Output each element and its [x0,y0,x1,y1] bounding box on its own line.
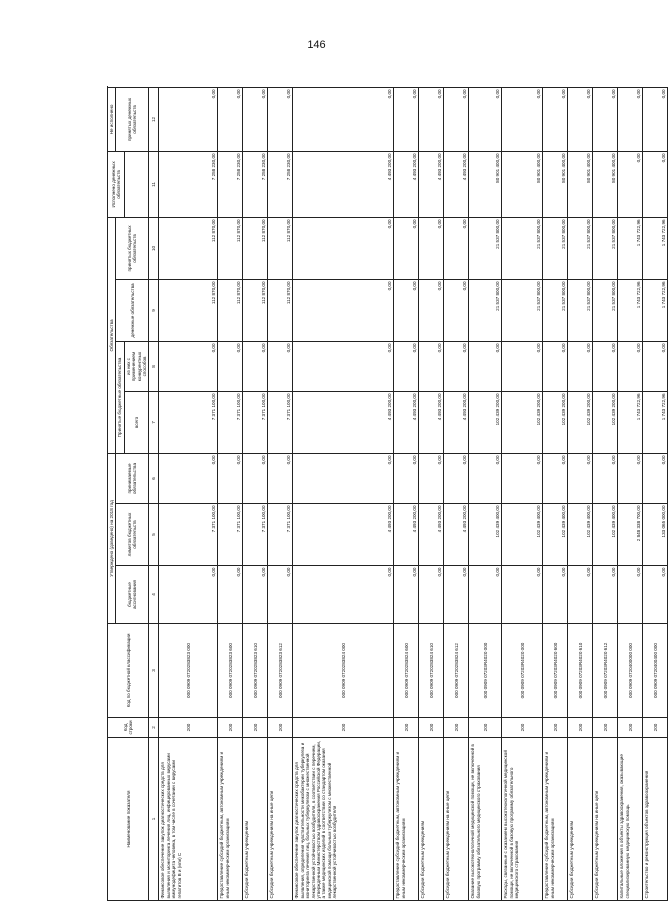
cell-obligation-limits: 4 493 200,00 [444,504,469,566]
cell-accepted-obligations: 0,00 [593,453,618,503]
column-number: 2 [149,718,159,738]
cell-accepted-total: 102 439 200,00 [593,391,618,453]
rotated-table-container [107,88,667,901]
cell-not-executed-monetary: 0,00 [618,87,643,151]
row-kbk: 000 0909 07203R4020 610 [568,624,593,718]
cell-accepted-total: 7 371 100,00 [268,391,293,453]
column-number: 9 [149,279,159,341]
row-name: Субсидии бюджетным учреждениям [419,738,444,901]
cell-budget-allocations: 0,00 [218,566,243,624]
row-kbk: 000 0909 07203R4020 000 [502,624,543,718]
cell-accepted-total: 4 493 200,00 [394,391,419,453]
table-row [502,87,543,900]
row-code: 200 [469,718,502,738]
cell-monetary-obligations: 21 537 800,00 [568,279,593,341]
cell-accepted-obligations: 0,00 [568,453,593,503]
cell-accepted-total: 7 371 100,00 [243,391,268,453]
table-row [593,87,618,900]
cell-monetary-obligations: 112 870,00 [218,279,243,341]
column-number: 5 [149,504,159,566]
cell-budget-allocations: 0,00 [469,566,502,624]
table-row [618,87,643,900]
cell-obligation-limits: 4 493 200,00 [419,504,444,566]
cell-accepted-competitive: 0,00 [618,341,643,391]
cell-budget-allocations: 0,00 [618,566,643,624]
cell-not-executed-accepted: 4 493 200,00 [394,151,419,217]
cell-accepted-competitive: 0,00 [419,341,444,391]
cell-accepted-competitive: 0,00 [444,341,469,391]
cell-accepted-total: 102 439 200,00 [568,391,593,453]
header-name: Наименование показателя [108,738,149,901]
cell-not-executed-accepted: 80 901 400,00 [469,151,502,217]
cell-budget-allocations: 0,00 [159,566,218,624]
row-code: 200 [218,718,243,738]
row-name: Предоставление субсидий бюджетным, автономным учреждениям и иным некоммерческим организациям [218,738,243,901]
cell-monetary-obligations: 21 537 800,00 [593,279,618,341]
header-executed-monetary: Исполнено денежных обязательств [108,151,125,217]
cell-not-executed-monetary: 0,00 [419,87,444,151]
header-kbk: Код по бюджетной классификации [108,624,149,718]
row-code: 200 [568,718,593,738]
cell-accepted-competitive: 0,00 [243,341,268,391]
column-number: 8 [149,341,159,391]
cell-accepted-competitive: 0,00 [643,341,668,391]
row-name: Субсидии бюджетным учреждениям на иные цели [593,738,618,901]
cell-executed-monetary: 21 537 800,00 [593,217,618,279]
table-row [218,87,243,900]
row-name: Строительство и реконструкция объектов здравоохранения [643,738,668,901]
row-kbk: 000 0909 0720400400 000 [643,624,668,718]
row-code: 200 [243,718,268,738]
cell-executed-monetary: 0,00 [293,217,394,279]
table-row [394,87,419,900]
cell-obligation-limits: 102 439 400,00 [469,504,502,566]
row-kbk: 000 0909 0720283824 612 [444,624,469,718]
cell-monetary-obligations: 1 743 722,96 [618,279,643,341]
cell-budget-allocations: 0,00 [502,566,543,624]
cell-monetary-obligations: 1 743 722,96 [643,279,668,341]
row-code: 200 [593,718,618,738]
row-code: 200 [293,718,394,738]
cell-budget-allocations: 0,00 [268,566,293,624]
cell-accepted-competitive: 0,00 [293,341,394,391]
cell-obligation-limits: 2 848 338 700,00 [618,504,643,566]
cell-accepted-competitive: 0,00 [568,341,593,391]
cell-budget-allocations: 0,00 [243,566,268,624]
column-number: 6 [149,453,159,503]
cell-executed-monetary: 0,00 [444,217,469,279]
cell-accepted-obligations: 0,00 [444,453,469,503]
header-not-executed-monetary: принятых денежных обязательств [116,87,149,151]
header-budget-allocations: бюджетные ассигнования [116,566,149,624]
row-name: Капитальные вложения в объекты здравоохранения, оказывающие специализированную медицинскую помощь [618,738,643,901]
header-not-executed-group: Не исполнено [108,87,116,151]
cell-monetary-obligations: 112 870,00 [243,279,268,341]
cell-not-executed-monetary: 0,00 [243,87,268,151]
header-obligations-group: Обязательства [108,217,116,453]
cell-budget-allocations: 0,00 [643,566,668,624]
header-approved-group: Утверждено (доведено) на 2018 год [108,453,116,623]
cell-not-executed-accepted: 0,00 [643,151,668,217]
cell-budget-allocations: 0,00 [568,566,593,624]
header-competitive: из них с применением конкурентных способов [124,341,149,391]
cell-accepted-total: 4 493 200,00 [419,391,444,453]
row-name: Оказание высокотехнологичной медицинской помощи, не включенной в базовую программу обязательного медицинского страхования [469,738,502,901]
cell-executed-monetary: 112 870,00 [243,217,268,279]
row-kbk: 000 0909 07203R4020 612 [593,624,618,718]
row-kbk: 000 0909 0720283823 610 [243,624,268,718]
cell-budget-allocations: 0,00 [543,566,568,624]
column-number: 11 [149,151,159,217]
column-number: 10 [149,217,159,279]
row-kbk: 000 0909 0720283824 610 [419,624,444,718]
cell-accepted-obligations: 0,00 [218,453,243,503]
cell-not-executed-accepted: 4 493 200,00 [419,151,444,217]
cell-not-executed-monetary: 0,00 [502,87,543,151]
cell-monetary-obligations: 0,00 [419,279,444,341]
header-monetary-obligations: денежные обязательства [116,279,149,341]
cell-obligation-limits: 4 493 200,00 [293,504,394,566]
cell-accepted-obligations: 0,00 [268,453,293,503]
cell-accepted-obligations: 0,00 [419,453,444,503]
row-code: 200 [419,718,444,738]
cell-executed-monetary: 112 870,00 [159,217,218,279]
cell-budget-allocations: 0,00 [444,566,469,624]
cell-accepted-obligations: 0,00 [293,453,394,503]
cell-executed-monetary: 21 537 800,00 [502,217,543,279]
cell-accepted-obligations: 0,00 [618,453,643,503]
cell-monetary-obligations: 112 870,00 [159,279,218,341]
cell-accepted-total: 4 493 200,00 [444,391,469,453]
cell-accepted-total: 102 439 200,00 [469,391,502,453]
budget-execution-table [107,87,668,901]
header-row-code: Код строки [108,718,149,738]
cell-obligation-limits: 7 371 100,00 [268,504,293,566]
cell-not-executed-monetary: 0,00 [568,87,593,151]
header-not-executed-accepted: принятых бюджетных обязательств [116,217,149,279]
table-row [469,87,502,900]
row-code: 200 [444,718,469,738]
cell-accepted-competitive: 0,00 [394,341,419,391]
cell-executed-monetary: 1 743 722,96 [643,217,668,279]
header-obligation-limits: лимитов бюджетных обязательств [116,504,149,566]
row-code: 200 [502,718,543,738]
row-kbk: 000 0909 07203R4020 000 [469,624,502,718]
table-row [543,87,568,900]
cell-accepted-total: 1 743 722,96 [618,391,643,453]
cell-monetary-obligations: 21 537 800,00 [469,279,502,341]
cell-monetary-obligations: 112 870,00 [268,279,293,341]
table-row [568,87,593,900]
cell-not-executed-accepted: 7 258 230,00 [218,151,243,217]
cell-executed-monetary: 21 537 800,00 [568,217,593,279]
row-name: Субсидии бюджетным учреждениям на иные цели [444,738,469,901]
cell-executed-monetary: 112 870,00 [218,217,243,279]
table-row [293,87,394,900]
column-number: 4 [149,566,159,624]
cell-not-executed-accepted: 7 258 230,00 [159,151,218,217]
row-code: 200 [618,718,643,738]
cell-accepted-obligations: 0,00 [394,453,419,503]
row-name: Предоставление субсидий бюджетным, автономным учреждениям и иным некоммерческим организациям [394,738,419,901]
cell-not-executed-monetary: 0,00 [543,87,568,151]
cell-not-executed-monetary: 0,00 [643,87,668,151]
cell-executed-monetary: 0,00 [419,217,444,279]
cell-not-executed-accepted: 4 493 200,00 [293,151,394,217]
row-code: 200 [268,718,293,738]
cell-accepted-total: 102 439 200,00 [543,391,568,453]
cell-accepted-total: 4 493 200,00 [293,391,394,453]
page-number: 146 [307,39,326,51]
row-name: Расходы, связанные с оказанием высокотехнологичной медицинской помощи, не включенной в базовую программу обязательного медицинского страхования [502,738,543,901]
table-row [243,87,268,900]
cell-accepted-obligations: 0,00 [243,453,268,503]
row-kbk: 000 0909 0720283823 000 [159,624,218,718]
cell-not-executed-accepted: 80 901 400,00 [502,151,543,217]
row-code: 200 [394,718,419,738]
row-code: 200 [643,718,668,738]
cell-accepted-competitive: 0,00 [543,341,568,391]
cell-not-executed-monetary: 0,00 [394,87,419,151]
cell-executed-monetary: 21 537 800,00 [543,217,568,279]
cell-budget-allocations: 0,00 [419,566,444,624]
cell-not-executed-monetary: 0,00 [293,87,394,151]
header-total: всего [124,391,149,453]
cell-accepted-obligations: 0,00 [159,453,218,503]
cell-executed-monetary: 21 537 800,00 [469,217,502,279]
cell-not-executed-monetary: 0,00 [444,87,469,151]
cell-monetary-obligations: 0,00 [444,279,469,341]
row-kbk: 000 0909 0720283824 600 [394,624,419,718]
cell-monetary-obligations: 0,00 [293,279,394,341]
row-kbk: 000 0909 0720400000 000 [618,624,643,718]
cell-accepted-competitive: 0,00 [218,341,243,391]
row-kbk: 000 0909 0720283823 612 [268,624,293,718]
row-kbk: 000 0909 07203R4020 600 [543,624,568,718]
row-name: Субсидии бюджетным учреждениям [243,738,268,901]
table-row [444,87,469,900]
cell-not-executed-monetary: 0,00 [218,87,243,151]
cell-accepted-competitive: 0,00 [593,341,618,391]
cell-obligation-limits: 102 439 400,00 [502,504,543,566]
header-accepted-obligations: принимаемые обязательства [116,453,149,503]
cell-accepted-competitive: 0,00 [502,341,543,391]
cell-obligation-limits: 7 371 100,00 [218,504,243,566]
cell-budget-allocations: 0,00 [593,566,618,624]
cell-accepted-obligations: 0,00 [469,453,502,503]
cell-accepted-total: 7 371 100,00 [159,391,218,453]
row-kbk: 000 0909 0720283824 000 [293,624,394,718]
cell-monetary-obligations: 21 537 800,00 [502,279,543,341]
cell-not-executed-accepted: 80 901 400,00 [543,151,568,217]
cell-budget-allocations: 0,00 [394,566,419,624]
cell-executed-monetary: 0,00 [394,217,419,279]
cell-not-executed-accepted: 4 493 200,00 [444,151,469,217]
cell-not-executed-monetary: 0,00 [593,87,618,151]
cell-obligation-limits: 7 371 100,00 [159,504,218,566]
cell-accepted-obligations: 0,00 [543,453,568,503]
column-number: 3 [149,624,159,718]
cell-monetary-obligations: 0,00 [394,279,419,341]
cell-not-executed-monetary: 0,00 [159,87,218,151]
cell-obligation-limits: 133 065 000,00 [643,504,668,566]
cell-obligation-limits: 102 439 400,00 [543,504,568,566]
row-name: Субсидии бюджетным учреждениям [568,738,593,901]
cell-accepted-competitive: 0,00 [268,341,293,391]
column-number: 12 [149,87,159,151]
table-row [643,87,668,900]
cell-not-executed-accepted: 0,00 [618,151,643,217]
cell-obligation-limits: 102 439 400,00 [568,504,593,566]
column-number: 1 [149,738,159,901]
cell-obligation-limits: 4 493 200,00 [394,504,419,566]
cell-not-executed-accepted: 7 258 230,00 [268,151,293,217]
row-name: Финансовое обеспечение закупок диагностических средств для выявления и мониторинга лечения лиц, инфицированных вирусами иммунодефицита человека, в том числе в сочетании с вирусами гепатитов В и (или) С [159,738,218,901]
cell-accepted-total: 1 743 722,96 [643,391,668,453]
cell-accepted-obligations: 0,00 [643,453,668,503]
row-name: Предоставление субсидий бюджетным, автономным учреждениям и иным некоммерческим организациям [543,738,568,901]
cell-accepted-total: 102 439 200,00 [502,391,543,453]
cell-not-executed-accepted: 80 901 400,00 [593,151,618,217]
cell-monetary-obligations: 21 537 800,00 [543,279,568,341]
row-name: Финансовое обеспечение закупок диагностических средств для выявления, определения чувствительности микобактерии туберкулеза и мониторинга лечения лиц, больных туберкулезом с множественной лекарственной устойчивостью возбудителя, в соответствии с перечнем, утвержденным Министерством здравоохранения Российской Федерации, а также медицинских изделий в соответствии со стандартом оказания медицинской помощи больным туберкулезом с множественной лекарственной устойчивостью возбудителя [293,738,394,901]
cell-not-executed-accepted: 7 258 230,00 [243,151,268,217]
column-number: 7 [149,391,159,453]
cell-accepted-competitive: 0,00 [159,341,218,391]
cell-obligation-limits: 102 439 400,00 [593,504,618,566]
header-accepted-budget-obligations: Принятые бюджетные обязательства [116,341,124,453]
row-code: 200 [543,718,568,738]
row-code: 200 [159,718,218,738]
cell-budget-allocations: 0,00 [293,566,394,624]
cell-not-executed-monetary: 0,00 [268,87,293,151]
table-row [159,87,218,900]
cell-accepted-obligations: 0,00 [502,453,543,503]
cell-executed-monetary: 1 743 722,96 [618,217,643,279]
table-row [268,87,293,900]
cell-not-executed-accepted: 80 901 400,00 [568,151,593,217]
cell-obligation-limits: 7 371 100,00 [243,504,268,566]
table-row [419,87,444,900]
row-name: Субсидии бюджетным учреждениям на иные цели [268,738,293,901]
cell-accepted-total: 7 371 100,00 [218,391,243,453]
cell-executed-monetary: 112 870,00 [268,217,293,279]
cell-not-executed-monetary: 0,00 [469,87,502,151]
cell-accepted-competitive: 0,00 [469,341,502,391]
row-kbk: 000 0909 0720283823 600 [218,624,243,718]
